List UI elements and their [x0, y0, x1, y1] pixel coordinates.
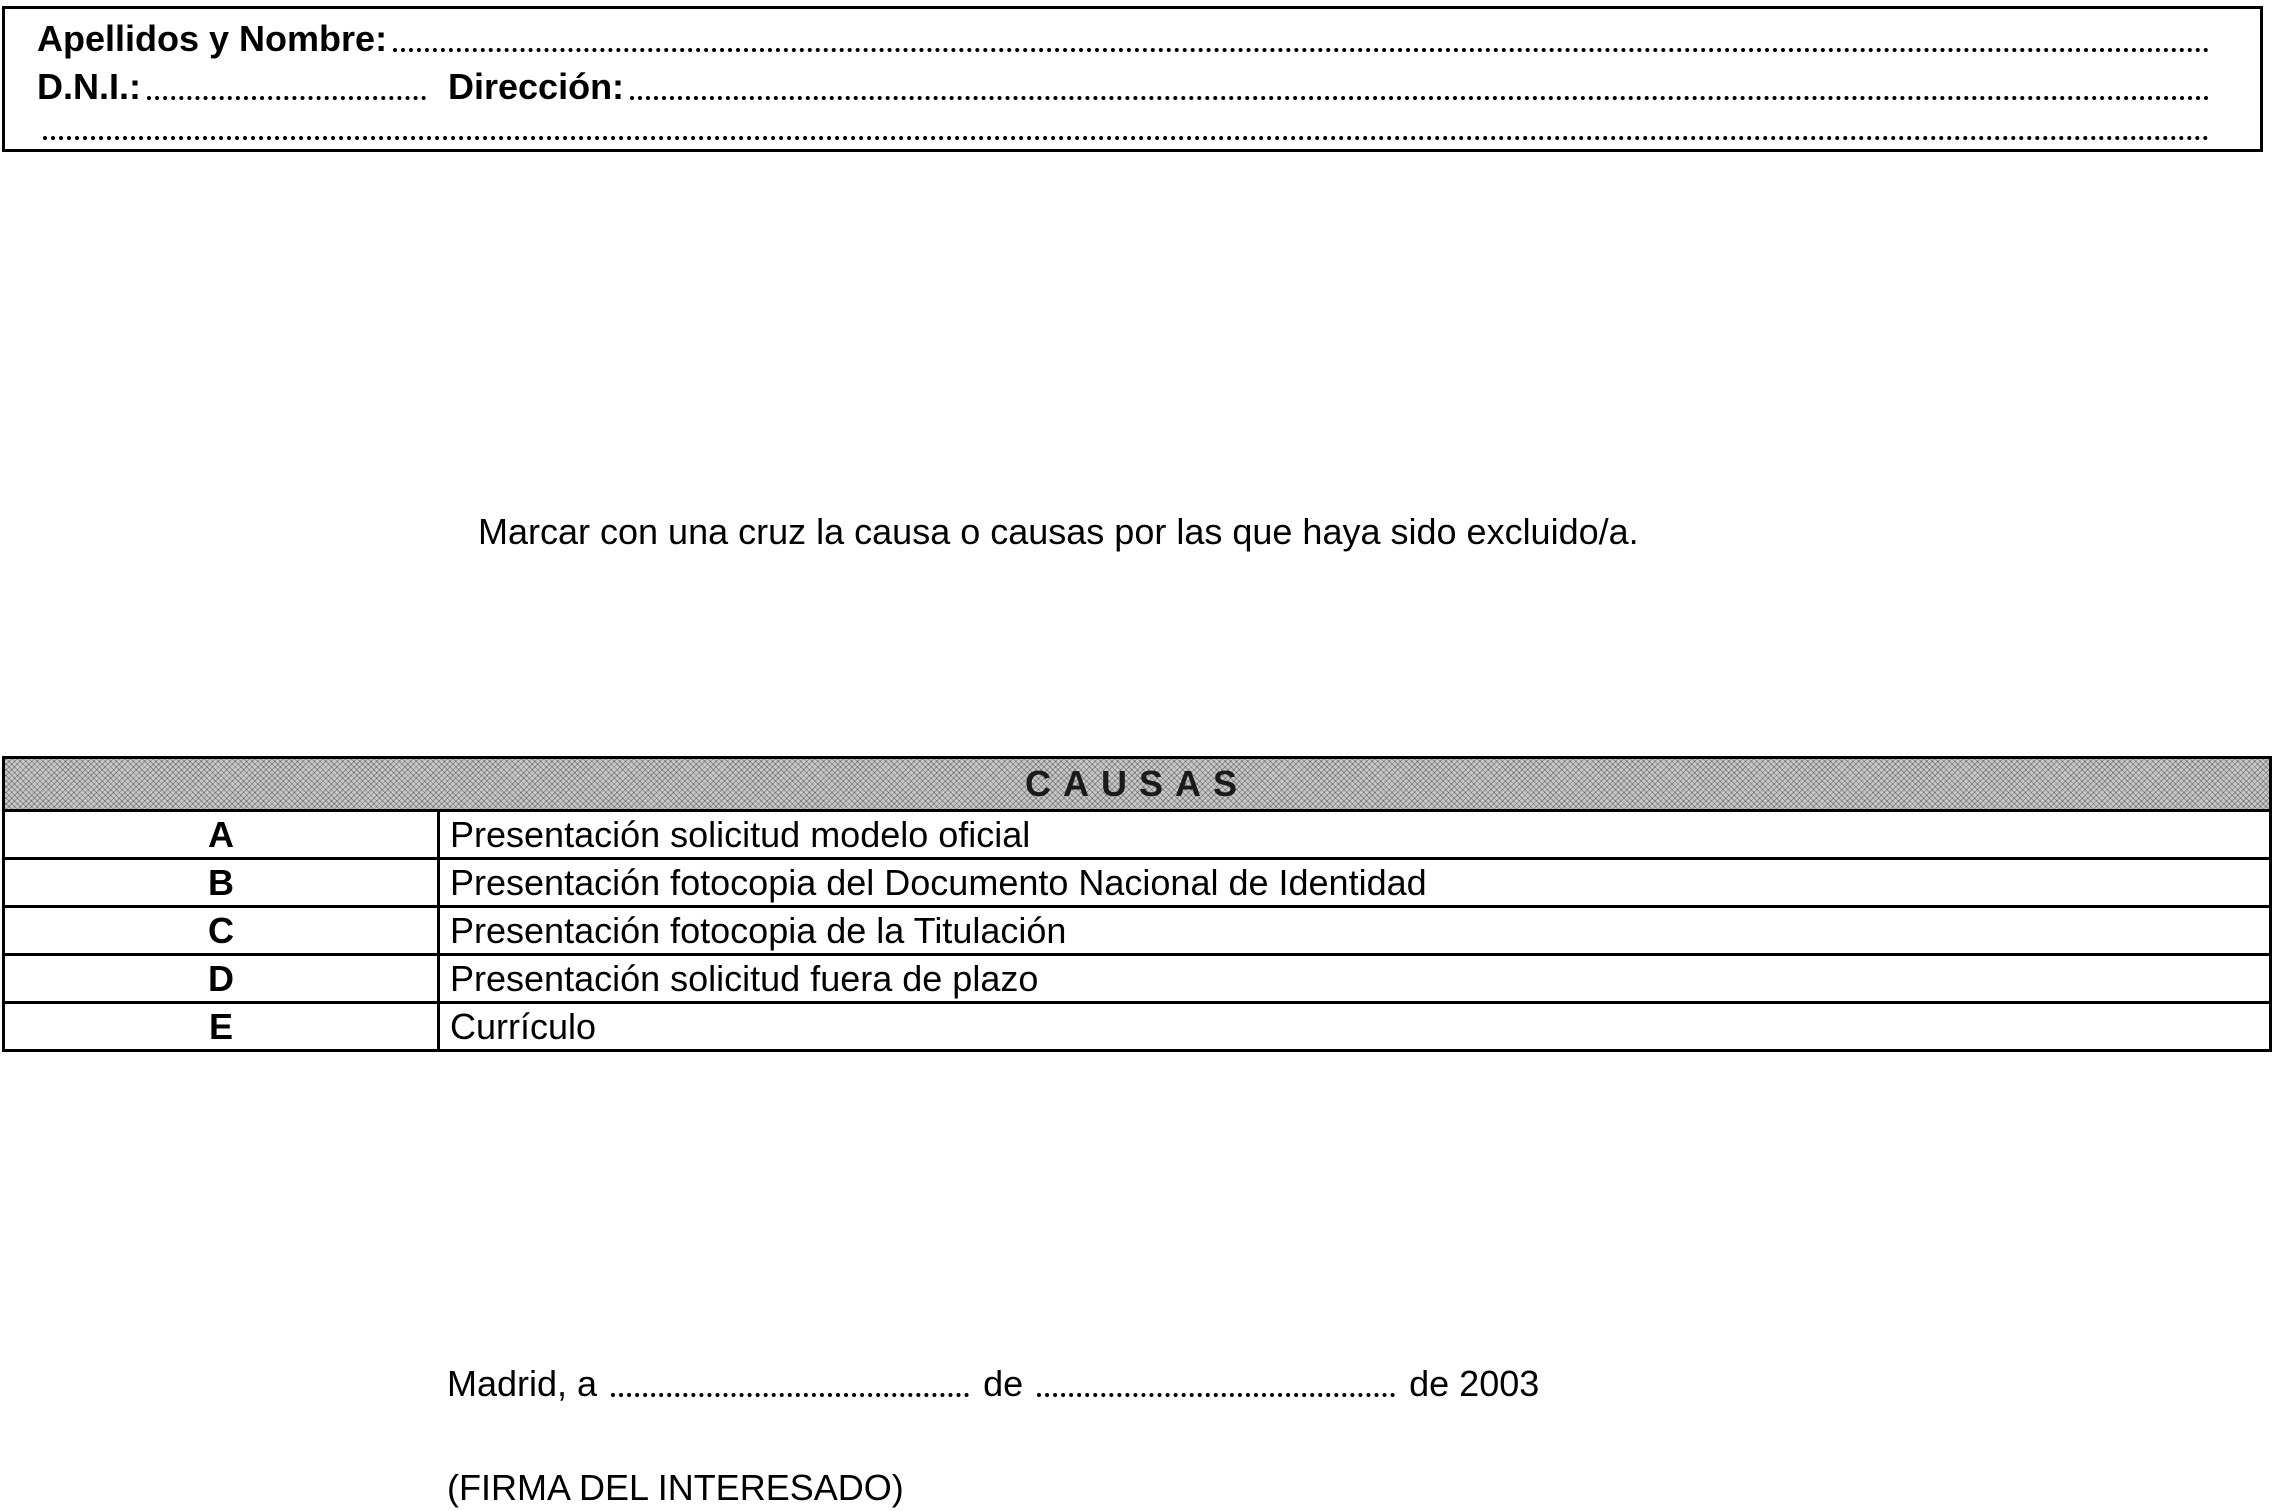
cause-row[interactable]	[4, 955, 2271, 1003]
causes-table	[2, 756, 2272, 1052]
cause-description: Presentación fotocopia del Documento Nacional de Identidad	[439, 859, 2271, 907]
cause-row[interactable]	[4, 907, 2271, 955]
dni-address-line	[37, 65, 2210, 109]
day-field[interactable]	[611, 1362, 969, 1406]
cause-description: Currículo	[439, 1003, 2271, 1051]
cause-description: Presentación fotocopia de la Titulación	[439, 907, 2271, 955]
cause-code[interactable]: E	[4, 1003, 439, 1051]
year-text: de 2003	[1409, 1363, 1540, 1404]
place-prefix: Madrid, a	[447, 1363, 598, 1404]
cause-row[interactable]	[4, 859, 2271, 907]
cause-row[interactable]	[4, 811, 2271, 859]
cause-code[interactable]: C	[4, 907, 439, 955]
cause-description: Presentación solicitud fuera de plazo	[439, 955, 2271, 1003]
instruction-text: Marcar con una cruz la causa o causas por las que haya sido excluido/a.	[478, 511, 1639, 552]
cause-code[interactable]: A	[4, 811, 439, 859]
signature-label: (FIRMA DEL INTERESADO)	[447, 1467, 904, 1508]
cause-code[interactable]: D	[4, 955, 439, 1003]
address-field-continued[interactable]	[37, 105, 2210, 149]
name-label: Apellidos y Nombre:	[37, 18, 388, 59]
personal-data-box	[2, 6, 2263, 152]
address-field[interactable]	[624, 65, 2210, 109]
date-line	[447, 1362, 1539, 1406]
name-field[interactable]	[387, 17, 2210, 61]
address-continuation-line	[37, 109, 2210, 149]
name-line	[37, 17, 2210, 61]
cause-code[interactable]: B	[4, 859, 439, 907]
month-field[interactable]	[1037, 1362, 1395, 1406]
de-text: de	[983, 1363, 1024, 1404]
dni-label: D.N.I.:	[37, 66, 141, 107]
address-label: Dirección:	[448, 66, 625, 107]
cause-description: Presentación solicitud modelo oficial	[439, 811, 2271, 859]
dni-field[interactable]	[141, 65, 426, 109]
causes-header-row	[4, 758, 2271, 811]
cause-row[interactable]	[4, 1003, 2271, 1051]
causes-title: CAUSAS	[4, 758, 2271, 811]
